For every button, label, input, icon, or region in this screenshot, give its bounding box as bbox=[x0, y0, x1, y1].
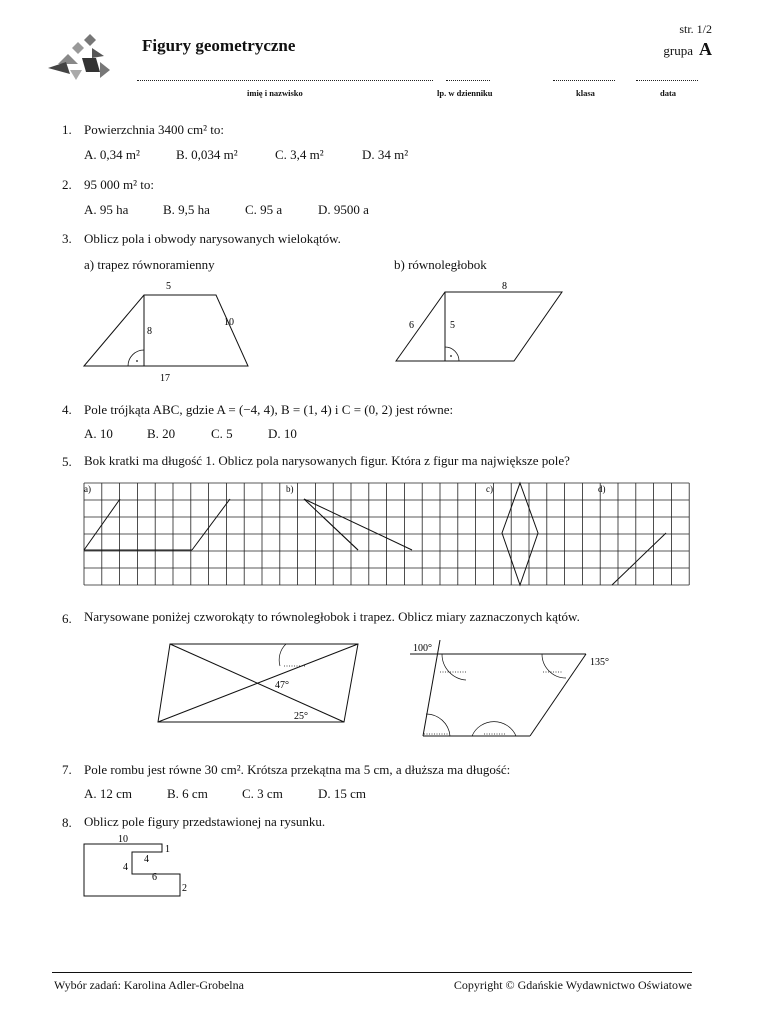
question-1-text: Powierzchnia 3400 cm² to: bbox=[84, 122, 225, 137]
question-1-number: 1. bbox=[62, 122, 72, 137]
date-field-label: data bbox=[660, 88, 677, 98]
date-field-line[interactable] bbox=[636, 80, 698, 81]
question-7-option-a[interactable]: A. 12 cm bbox=[84, 786, 133, 801]
question-4-option-a[interactable]: A. 10 bbox=[84, 426, 113, 441]
page-number: str. 1/2 bbox=[679, 22, 712, 36]
grid-figure bbox=[82, 481, 690, 589]
question-1-option-d[interactable]: D. 34 m² bbox=[362, 147, 409, 162]
shape8-label-6: 6 bbox=[152, 872, 157, 883]
trapezoid-figure bbox=[80, 278, 260, 386]
question-7-number: 7. bbox=[62, 762, 72, 777]
question-5-text: Bok kratki ma długość 1. Oblicz pola narysowanych figur. Która z figur ma największe pole? bbox=[84, 453, 570, 468]
class-field-label: klasa bbox=[576, 88, 595, 98]
question-2-option-a[interactable]: A. 95 ha bbox=[84, 202, 129, 217]
grid-label-d: d) bbox=[598, 484, 606, 494]
shape8-label-4-top: 4 bbox=[144, 854, 149, 865]
question-8-text: Oblicz pole figury przedstawionej na rysunku. bbox=[84, 814, 326, 829]
trapez-top-label: 5 bbox=[166, 281, 171, 292]
class-number-field-line[interactable] bbox=[446, 80, 490, 81]
class-number-field-label: lp. w dzienniku bbox=[437, 88, 493, 98]
publisher-logo bbox=[48, 34, 114, 86]
question-8-number: 8. bbox=[62, 815, 72, 830]
trapez-base-label: 17 bbox=[160, 373, 170, 384]
group-value: A bbox=[699, 39, 712, 59]
grid-label-a: a) bbox=[84, 484, 91, 494]
footer-rule bbox=[52, 972, 692, 973]
question-3-number: 3. bbox=[62, 231, 72, 246]
group-indicator bbox=[663, 39, 712, 60]
composite-shape-figure bbox=[80, 830, 190, 902]
question-4-text: Pole trójkąta ABC, gdzie A = (−4, 4), B = (1, 4) i C = (0, 2) jest równe: bbox=[84, 402, 454, 417]
question-4-option-b[interactable]: B. 20 bbox=[147, 426, 176, 441]
shape8-label-1: 1 bbox=[165, 844, 170, 855]
question-2-option-d[interactable]: D. 9500 a bbox=[318, 202, 369, 217]
question-7-option-c[interactable]: C. 3 cm bbox=[242, 786, 283, 801]
angle-47-label: 47° bbox=[275, 680, 289, 691]
question-2-option-b[interactable]: B. 9,5 ha bbox=[163, 202, 210, 217]
question-4-option-c[interactable]: C. 5 bbox=[211, 426, 233, 441]
question-3-sub-b: b) równoległobok bbox=[394, 257, 487, 272]
parallelogram-figure bbox=[392, 278, 572, 368]
trapez-height-label: 8 bbox=[147, 326, 152, 337]
question-7-text: Pole rombu jest równe 30 cm². Krótsza przekątna ma 5 cm, a dłuższa ma długość: bbox=[84, 762, 511, 777]
footer-copyright: Copyright © Gdańskie Wydawnictwo Oświatowe bbox=[453, 978, 692, 992]
worksheet-title: Figury geometryczne bbox=[142, 36, 296, 55]
question-3-text: Oblicz pola i obwody narysowanych wielokątów. bbox=[84, 231, 341, 246]
question-4-option-d[interactable]: D. 10 bbox=[268, 426, 297, 441]
angle-135-label: 135° bbox=[590, 657, 609, 668]
question-2-text: 95 000 m² to: bbox=[84, 177, 154, 192]
footer-author: Wybór zadań: Karolina Adler-Grobelna bbox=[54, 978, 244, 992]
question-1-option-c[interactable]: C. 3,4 m² bbox=[275, 147, 324, 162]
question-1-option-b[interactable]: B. 0,034 m² bbox=[176, 147, 238, 162]
group-label: grupa bbox=[663, 43, 693, 58]
angle-100-label: 100° bbox=[413, 643, 432, 654]
grid-label-c: c) bbox=[486, 484, 493, 494]
question-1-option-a[interactable]: A. 0,34 m² bbox=[84, 147, 140, 162]
question-7-option-d[interactable]: D. 15 cm bbox=[318, 786, 367, 801]
question-7-option-b[interactable]: B. 6 cm bbox=[167, 786, 208, 801]
rownoleglobok-side-label: 6 bbox=[409, 320, 414, 331]
rownoleglobok-top-label: 8 bbox=[502, 281, 507, 292]
trapez-side-label: 10 bbox=[224, 317, 234, 328]
angles-trapezoid-figure bbox=[410, 640, 620, 742]
angles-parallelogram-figure bbox=[156, 640, 364, 726]
question-2-number: 2. bbox=[62, 177, 72, 192]
name-field-line[interactable] bbox=[137, 80, 433, 81]
shape8-label-10: 10 bbox=[118, 834, 128, 845]
name-field-label: imię i nazwisko bbox=[247, 88, 303, 98]
question-6-number: 6. bbox=[62, 611, 72, 626]
question-6-text: Narysowane poniżej czworokąty to równoległobok i trapez. Oblicz miary zaznaczonych kątów. bbox=[84, 609, 580, 624]
angle-25-label: 25° bbox=[294, 711, 308, 722]
question-2-option-c[interactable]: C. 95 a bbox=[245, 202, 283, 217]
grid-label-b: b) bbox=[286, 484, 294, 494]
question-4-number: 4. bbox=[62, 402, 72, 417]
question-3-sub-a: a) trapez równoramienny bbox=[84, 257, 215, 272]
rownoleglobok-height-label: 5 bbox=[450, 320, 455, 331]
shape8-label-2: 2 bbox=[182, 883, 187, 894]
question-5-number: 5. bbox=[62, 454, 72, 469]
class-field-line[interactable] bbox=[553, 80, 615, 81]
shape8-label-4-left: 4 bbox=[123, 862, 128, 873]
